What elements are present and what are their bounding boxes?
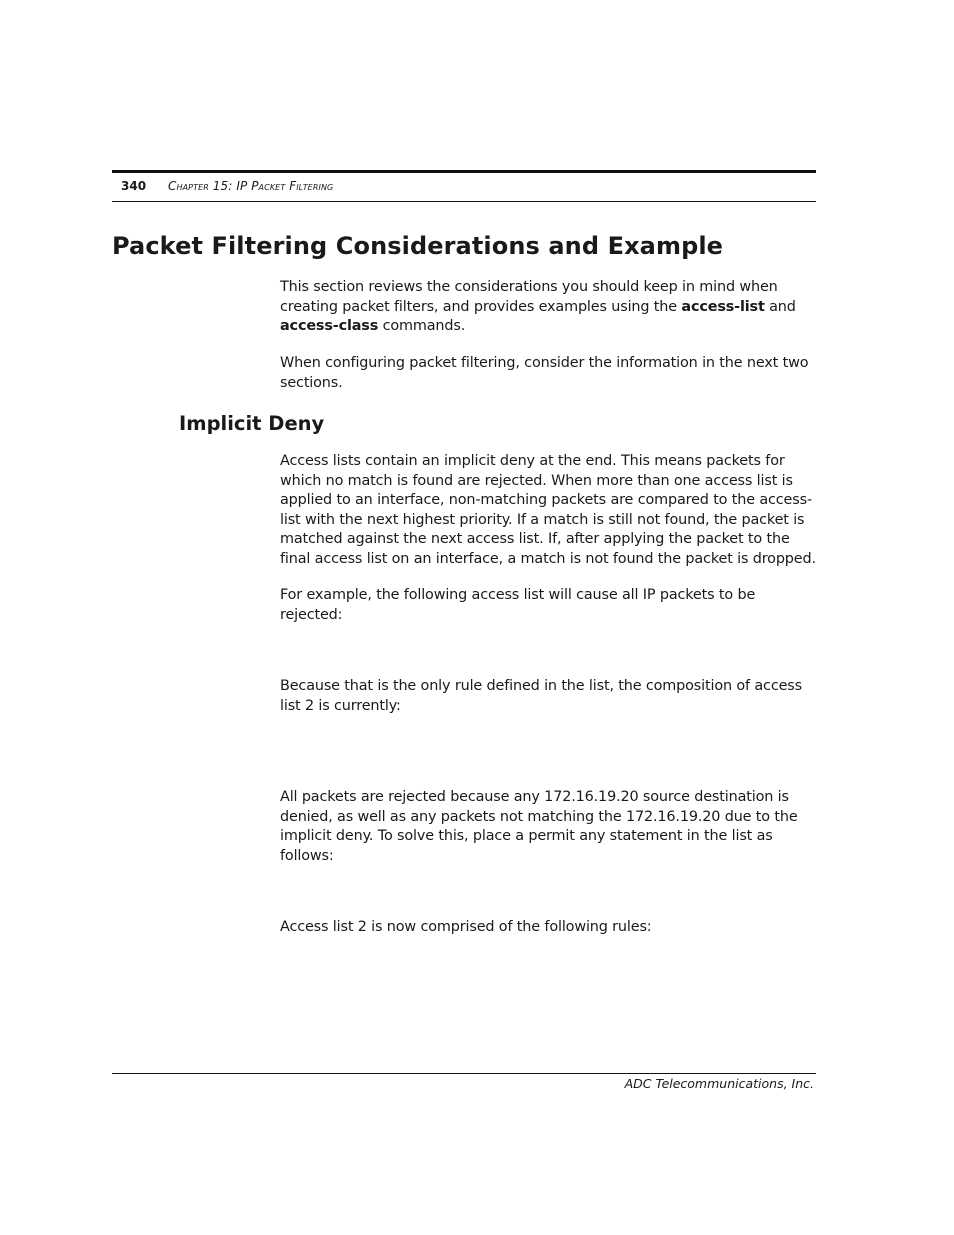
footer-company: ADC Telecommunications, Inc. (624, 1076, 814, 1091)
intro-paragraph (280, 278, 820, 337)
section-title: Packet Filtering Considerations and Example (112, 232, 724, 260)
header-bottom-rule (112, 201, 816, 202)
subsection-title: Implicit Deny (179, 412, 325, 435)
command-access-list: access-list (681, 298, 765, 315)
intro-text-a: This section reviews the considerations you should keep in mind when creating packet filters, and provides examples using the (280, 279, 778, 315)
implicit-deny-paragraph: Access lists contain an implicit deny at the end. This means packets for which no match is found are rejected. When more than one access list is applied to an interface, non-matching packets are compared to the access-list with the next highest priority. If a match is still not found, the packet is matched against the next access list. If, after applying the packet to the final access list on an interface, a match is not found the packet is dropped. (280, 453, 816, 567)
intro-text-c: commands. (378, 318, 466, 334)
rules-paragraph: Access list 2 is now comprised of the following rules: (280, 919, 652, 935)
command-access-class: access-class (280, 318, 379, 334)
page-number: 340 (121, 179, 147, 193)
intro-text-b: and (764, 298, 796, 315)
rejection-paragraph: All packets are rejected because any 172.16.19.20 source destination is denied, as well as any packets not matching the 172.16.19.20 due to the implicit deny. To solve this, place a permit any statement in the list as follows: (280, 789, 798, 864)
example-intro-paragraph: For example, the following access list will cause all IP packets to be rejected: (280, 587, 756, 623)
running-head: Chapter 15: IP Packet Filtering (168, 179, 334, 193)
header-top-rule (112, 170, 816, 173)
footer-rule (112, 1073, 816, 1074)
intro-paragraph-2: When configuring packet filtering, consider the information in the next two sections. (280, 355, 809, 391)
composition-paragraph: Because that is the only rule defined in the list, the composition of access list 2 is currently: (280, 678, 802, 714)
